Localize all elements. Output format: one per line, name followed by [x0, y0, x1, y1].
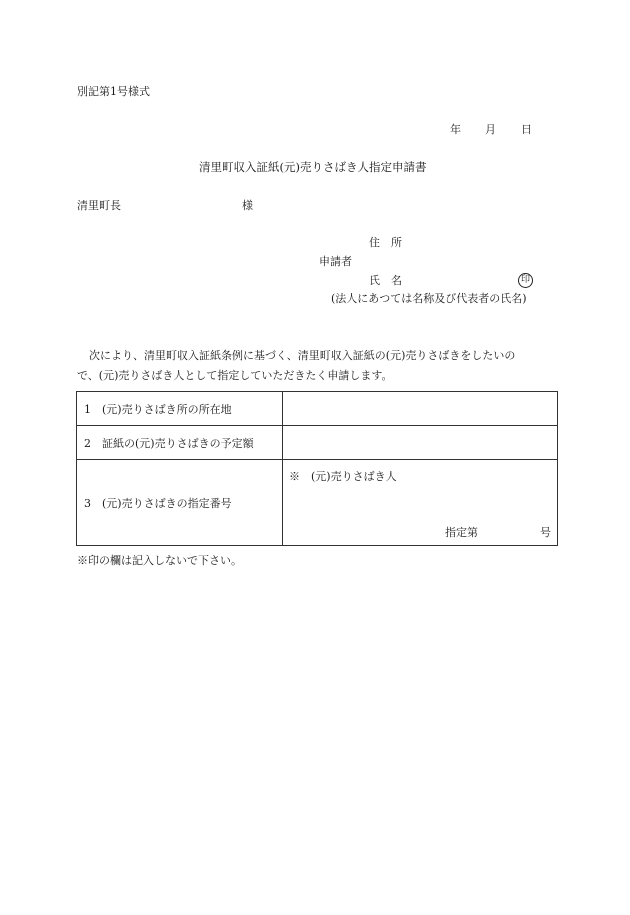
footnote: ※印の欄は記入しないで下さい。 [77, 554, 242, 567]
row2-label: 2 証紙の(元)売りさばきの予定額 [77, 426, 283, 460]
row3-value-cell [283, 460, 558, 546]
row3-note: ※ (元)売りさばき人 [289, 469, 397, 483]
applicant-address-label: 住 所 [369, 236, 402, 249]
designation-number [445, 524, 551, 540]
seal-mark-icon: 印 [518, 273, 533, 288]
row1-label: 1 (元)売りさばき所の所在地 [77, 392, 283, 426]
row2-value-cell[interactable] [283, 426, 558, 460]
application-table [76, 391, 558, 546]
table-row [77, 426, 558, 460]
row3-label: 3 (元)売りさばきの指定番号 [77, 460, 283, 546]
addressee-name: 清里町長 [77, 199, 121, 212]
form-number: 別記第1号様式 [77, 85, 150, 98]
addressee-honorific: 様 [242, 199, 253, 212]
applicant-note: (法人にあつては名称及び代表者の氏名) [331, 292, 527, 305]
designation-number-prefix: 指定第 [445, 525, 478, 539]
body-text-line2: で、(元)売りさばき人として指定していただきたく申請します。 [77, 369, 393, 382]
row1-value-cell[interactable] [283, 392, 558, 426]
table-row [77, 392, 558, 426]
date-month: 月 [485, 123, 496, 136]
date-day: 日 [521, 123, 532, 136]
document-title: 清里町収入証紙(元)売りさばき人指定申請書 [199, 160, 427, 174]
designation-number-suffix: 号 [540, 525, 551, 539]
table-row [77, 460, 558, 546]
date-year: 年 [450, 123, 461, 136]
applicant-label: 申請者 [319, 255, 352, 268]
body-text-line1: 次により、清里町収入証紙条例に基づく、清里町収入証紙の(元)売りさばきをしたいの [89, 349, 516, 362]
applicant-name-label: 氏 名 [369, 274, 402, 287]
